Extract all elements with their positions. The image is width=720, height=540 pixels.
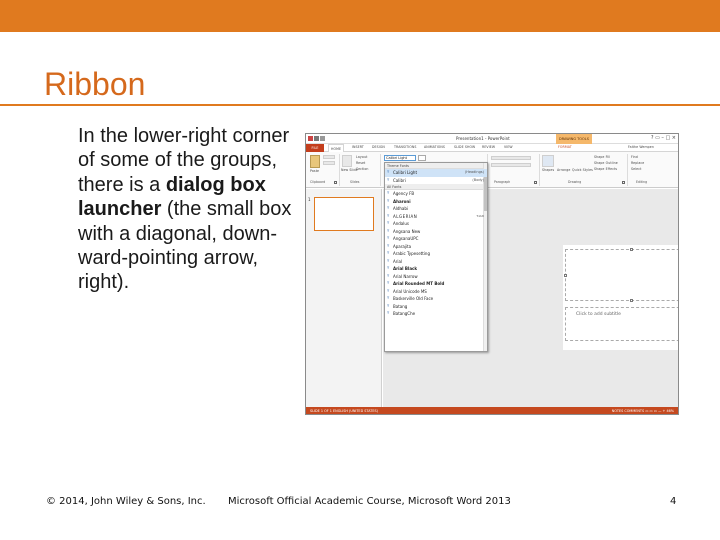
shape-effects-button[interactable]: Shape Effects <box>594 167 618 171</box>
font-option-label: Calibri Light <box>393 170 418 175</box>
tab-animations[interactable]: ANIMATIONS <box>424 145 445 149</box>
replace-button[interactable]: Replace <box>631 161 645 165</box>
subtitle-placeholder[interactable] <box>565 307 679 341</box>
font-role: (Headings) <box>464 170 484 174</box>
paragraph-tools[interactable] <box>491 156 531 160</box>
tab-review[interactable]: REVIEW <box>482 145 496 149</box>
user-name[interactable]: Faithe Wempen <box>628 145 654 149</box>
tab-home[interactable]: HOME <box>328 144 344 153</box>
font-option[interactable] <box>385 295 487 303</box>
new-slide-label: New Slide <box>341 168 358 172</box>
group-separator <box>339 154 340 186</box>
quick-access-toolbar[interactable] <box>308 136 336 142</box>
tab-file[interactable]: FILE <box>306 144 324 152</box>
page-number: 4 <box>670 496 677 507</box>
font-option-label: Arial Narrow <box>393 273 418 279</box>
font-option-label: Angsana New <box>393 228 421 234</box>
paragraph-tools-row2[interactable] <box>491 163 531 167</box>
save-icon[interactable] <box>314 136 319 141</box>
font-option-label: Aldhabi <box>393 206 409 211</box>
font-option-label: Arial Black <box>393 266 418 271</box>
font-option[interactable] <box>385 205 487 213</box>
quick-styles-button[interactable]: Quick Styles <box>572 168 593 172</box>
shape-outline-button[interactable]: Shape Outline <box>594 161 618 165</box>
truetype-icon: Ŧ <box>387 236 390 240</box>
font-option[interactable] <box>385 258 487 266</box>
footer-copyright: © 2014, John Wiley & Sons, Inc. <box>46 496 206 507</box>
selection-handle[interactable] <box>564 274 567 277</box>
group-label-editing: Editing <box>636 180 648 184</box>
truetype-icon: Ŧ <box>387 266 390 270</box>
body-text-bold: dialog box launcher <box>78 173 266 221</box>
thumbnail-number: 1 <box>308 197 311 202</box>
tab-format[interactable]: FORMAT <box>558 145 572 149</box>
font-option[interactable] <box>385 250 487 258</box>
font-option[interactable] <box>385 310 487 318</box>
paragraph-dialog-launcher-icon[interactable] <box>534 181 537 184</box>
body-paragraph <box>78 124 293 295</box>
font-option[interactable] <box>385 213 487 221</box>
undo-icon[interactable] <box>320 136 325 141</box>
title-placeholder[interactable] <box>565 249 679 301</box>
body-text-2: (the small box with a diagonal, down-ward-pointing arrow, right). <box>78 198 292 294</box>
truetype-icon: Ŧ <box>387 221 390 225</box>
selection-handle[interactable] <box>630 248 633 251</box>
section-button[interactable]: Section <box>356 167 369 171</box>
window-controls[interactable]: ? ▭ – □ × <box>650 135 676 141</box>
font-option-label: ALGERIAN <box>393 213 418 219</box>
slide-thumbnail-pane <box>306 189 382 407</box>
group-separator <box>539 154 540 186</box>
font-option[interactable] <box>385 228 487 236</box>
font-option[interactable] <box>385 220 487 228</box>
font-option-label: Arial <box>393 258 403 264</box>
font-option-label: Arial Rounded MT Bold <box>393 281 445 286</box>
status-bar <box>306 407 678 415</box>
app-icon <box>308 136 313 141</box>
group-label-drawing: Drawing <box>568 180 582 184</box>
slide-thumbnail[interactable] <box>314 197 374 231</box>
shapes-label: Shapes <box>542 168 555 172</box>
select-button[interactable]: Select <box>631 167 642 171</box>
powerpoint-screenshot <box>305 133 679 415</box>
font-name-box[interactable]: Calibri Light <box>384 155 416 161</box>
font-option-label: BatangChe <box>393 311 416 316</box>
font-dropdown-list[interactable] <box>384 162 488 352</box>
group-label-clipboard: Clipboard <box>310 180 326 184</box>
font-option[interactable] <box>385 273 487 281</box>
truetype-icon: Ŧ <box>387 273 390 278</box>
new-slide-button[interactable] <box>342 155 352 167</box>
paste-label: Paste <box>310 169 320 173</box>
status-right[interactable]: NOTES COMMENTS ▭ ▭ ▭ — + 46% <box>611 409 674 413</box>
window-titlebar <box>306 134 678 144</box>
group-separator <box>627 154 628 186</box>
font-option-label: Batang <box>393 303 408 309</box>
theme-fonts-header: Theme Fonts <box>385 163 487 169</box>
tab-design[interactable]: DESIGN <box>372 145 385 149</box>
font-option[interactable] <box>385 198 487 206</box>
font-size-box[interactable] <box>418 155 426 161</box>
reset-button[interactable]: Reset <box>356 161 366 165</box>
truetype-icon: Ŧ <box>387 281 390 285</box>
slide-page[interactable] <box>563 245 679 350</box>
truetype-icon: Ŧ <box>387 228 390 233</box>
font-option-label: Agency FB <box>393 191 415 196</box>
font-option-label: Baskerville Old Face <box>393 296 434 301</box>
font-role: (Body) <box>472 177 484 182</box>
status-left: SLIDE 1 OF 1 ENGLISH (UNITED STATES) <box>310 409 378 413</box>
tab-transitions[interactable]: TRANSITIONS <box>394 145 417 149</box>
truetype-icon: Ŧ <box>387 258 390 263</box>
font-option[interactable] <box>385 265 487 273</box>
font-option-label: Arabic Typesetting <box>393 251 431 256</box>
footer-course: Microsoft Official Academic Course, Microsoft Word 2013 <box>228 496 511 507</box>
font-option-calibri-light[interactable] <box>385 169 487 177</box>
truetype-icon: Ŧ <box>387 296 390 300</box>
cut-button[interactable] <box>323 155 335 159</box>
font-list-items <box>385 190 487 318</box>
font-option[interactable] <box>385 243 487 251</box>
shape-fill-button[interactable]: Shape Fill <box>594 155 611 159</box>
selection-handle[interactable] <box>630 299 633 302</box>
slide-title: Ribbon <box>44 66 146 102</box>
tab-slide-show[interactable]: SLIDE SHOW <box>454 145 476 149</box>
paste-icon[interactable] <box>310 155 320 168</box>
tab-view[interactable]: VIEW <box>504 145 513 149</box>
truetype-icon: Ŧ <box>387 303 390 308</box>
drawing-dialog-launcher-icon[interactable] <box>622 181 625 184</box>
font-option-label: Arial Unicode MS <box>393 288 427 294</box>
shapes-gallery[interactable] <box>542 155 554 167</box>
font-option[interactable] <box>385 190 487 198</box>
ribbon-tabs <box>306 144 678 152</box>
truetype-icon: Ŧ <box>387 213 390 218</box>
contextual-tab-drawing-tools: DRAWING TOOLS <box>556 134 592 144</box>
truetype-icon: Ŧ <box>387 311 390 315</box>
copy-button[interactable] <box>323 161 335 165</box>
subtitle-placeholder-text: Click to add subtitle <box>576 312 621 317</box>
clipboard-dialog-launcher-icon[interactable] <box>334 181 337 184</box>
group-separator <box>380 154 381 186</box>
window-title: Presentation1 - PowerPoint <box>456 136 510 141</box>
find-button[interactable]: Find <box>631 155 638 159</box>
ribbon <box>306 152 678 188</box>
font-option-calibri[interactable] <box>385 177 487 185</box>
truetype-icon: Ŧ <box>387 198 390 203</box>
truetype-icon: Ŧ <box>387 288 390 293</box>
title-underline <box>0 104 720 106</box>
font-option-label: Andalus <box>393 221 409 226</box>
truetype-icon: Ŧ <box>387 251 390 255</box>
tab-insert[interactable]: INSERT <box>352 145 364 149</box>
font-option-label: Calibri <box>393 177 406 183</box>
font-option[interactable] <box>385 288 487 296</box>
group-label-paragraph: Paragraph <box>494 180 511 184</box>
font-option[interactable] <box>385 235 487 243</box>
top-accent-band <box>0 0 720 32</box>
layout-button[interactable]: Layout <box>356 155 368 159</box>
group-label-slides: Slides <box>350 180 360 184</box>
truetype-icon: Ŧ <box>387 170 390 174</box>
truetype-icon: Ŧ <box>387 243 390 248</box>
font-option-label: Aharoni <box>393 198 411 204</box>
font-option[interactable] <box>385 303 487 311</box>
all-fonts-header: All Fonts <box>385 184 487 190</box>
truetype-icon: Ŧ <box>387 177 390 182</box>
font-option-label: Aparajita <box>393 243 412 249</box>
truetype-icon: Ŧ <box>387 206 390 210</box>
body-text-1: In the lower-right corner of some of the groups, there is a <box>78 125 290 196</box>
font-option-label: AngsanaUPC <box>393 236 419 241</box>
arrange-button[interactable]: Arrange <box>557 168 571 172</box>
truetype-icon: Ŧ <box>387 191 390 195</box>
font-option[interactable] <box>385 280 487 288</box>
font-sample: אבגד <box>476 213 484 218</box>
